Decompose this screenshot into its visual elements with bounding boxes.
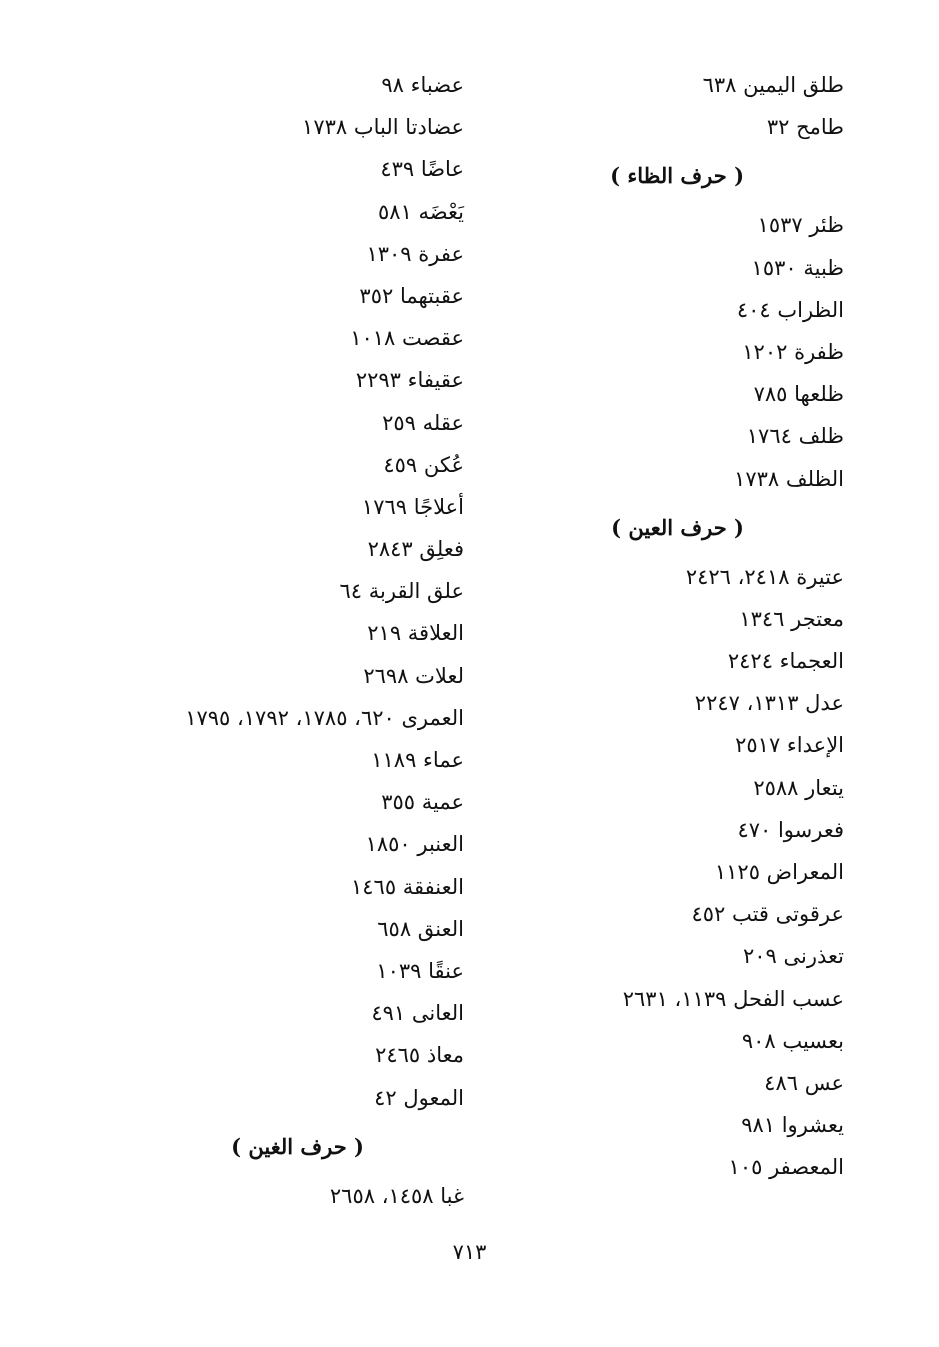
index-entry: العنبر ١٨٥٠ [365,832,464,857]
index-entry: يتعار ٢٥٨٨ [753,775,844,800]
index-entry: العنق ٦٥٨ [377,916,464,941]
index-entry: الإعداء ٢٥١٧ [735,733,844,758]
index-entry: ظفرة ١٢٠٢ [742,339,844,364]
section-heading: ( حرف الغين ) [231,1133,364,1159]
index-entry: عفرة ١٣٠٩ [366,241,464,266]
index-entry: أعلاجًا ١٧٦٩ [361,494,464,519]
index-entry: ظلف ١٧٦٤ [746,424,844,449]
index-entry: عدل ١٣١٣، ٢٢٤٧ [694,691,844,716]
index-entry: المعصفر ١٠٥ [728,1155,844,1180]
index-entry: علق القربة ٦٤ [339,579,464,604]
index-entry: يعشروا ٩٨١ [741,1113,844,1138]
index-entry: غبا ١٤٥٨، ٢٦٥٨ [329,1183,464,1208]
index-entry: المعول ٤٢ [374,1085,464,1110]
index-entry: ظلعها ٧٨٥ [753,382,844,407]
section-heading: ( حرف الظاء ) [610,163,744,189]
index-entry: طلق اليمين ٦٣٨ [702,73,844,97]
index-entry: عقله ٢٥٩ [382,410,464,435]
index-entry: العجماء ٢٤٢٤ [727,649,844,674]
index-column-left [104,64,464,1217]
index-entry: المعراض ١١٢٥ [714,860,844,884]
index-entry: تعذرنى ٢٠٩ [742,944,844,969]
index-entry: عقبتهما ٣٥٢ [359,283,464,308]
index-column-right [484,64,844,1189]
index-entry: الظلف ١٧٣٨ [734,466,844,491]
index-entry: معتجر ١٣٤٦ [739,606,844,631]
index-entry: طامح ٣٢ [766,115,844,140]
section-heading: ( حرف العين ) [611,514,744,540]
index-entry: معاذ ٢٤٦٥ [375,1043,464,1068]
index-entry: العلاقة ٢١٩ [367,621,464,646]
index-entry: العمرى ٦٢٠، ١٧٨٥، ١٧٩٢، ١٧٩٥ [185,705,464,730]
index-entry: فعلِق ٢٨٤٣ [367,537,464,562]
index-entry: العنفقة ١٤٦٥ [350,874,464,899]
index-entry: عُكن ٤٥٩ [383,452,464,477]
index-entry: عسب الفحل ١١٣٩، ٢٦٣١ [622,986,844,1011]
index-entry: عنقًا ١٠٣٩ [376,958,464,983]
index-entry: يَعْضَه ٥٨١ [378,199,464,224]
index-entry: عاضًا ٤٣٩ [380,157,464,182]
index-entry: عرقوتى قتب ٤٥٢ [691,902,844,927]
index-entry: العانى ٤٩١ [371,1001,464,1026]
index-entry: عقيفاء ٢٢٩٣ [355,368,464,393]
index-entry: عضباء ٩٨ [381,73,464,97]
index-entry: عتيرة ٢٤١٨، ٢٤٢٦ [685,564,844,589]
index-entry: الظراب ٤٠٤ [736,297,844,322]
index-entry: عضادتا الباب ١٧٣٨ [302,115,464,140]
index-entry: فعرسوا ٤٧٠ [737,817,844,842]
index-entry: ظبية ١٥٣٠ [751,255,844,280]
page-number: ٧١٣ [452,1240,487,1264]
index-entry: بعسيب ٩٠٨ [741,1028,844,1053]
index-entry: عقصت ١٠١٨ [350,326,464,351]
index-entry: عمية ٣٥٥ [381,790,464,815]
index-entry: عس ٤٨٦ [764,1070,844,1095]
index-entry: ظئر ١٥٣٧ [757,213,844,238]
index-entry: عماء ١١٨٩ [371,748,464,772]
index-entry: لعلات ٢٦٩٨ [363,663,464,688]
